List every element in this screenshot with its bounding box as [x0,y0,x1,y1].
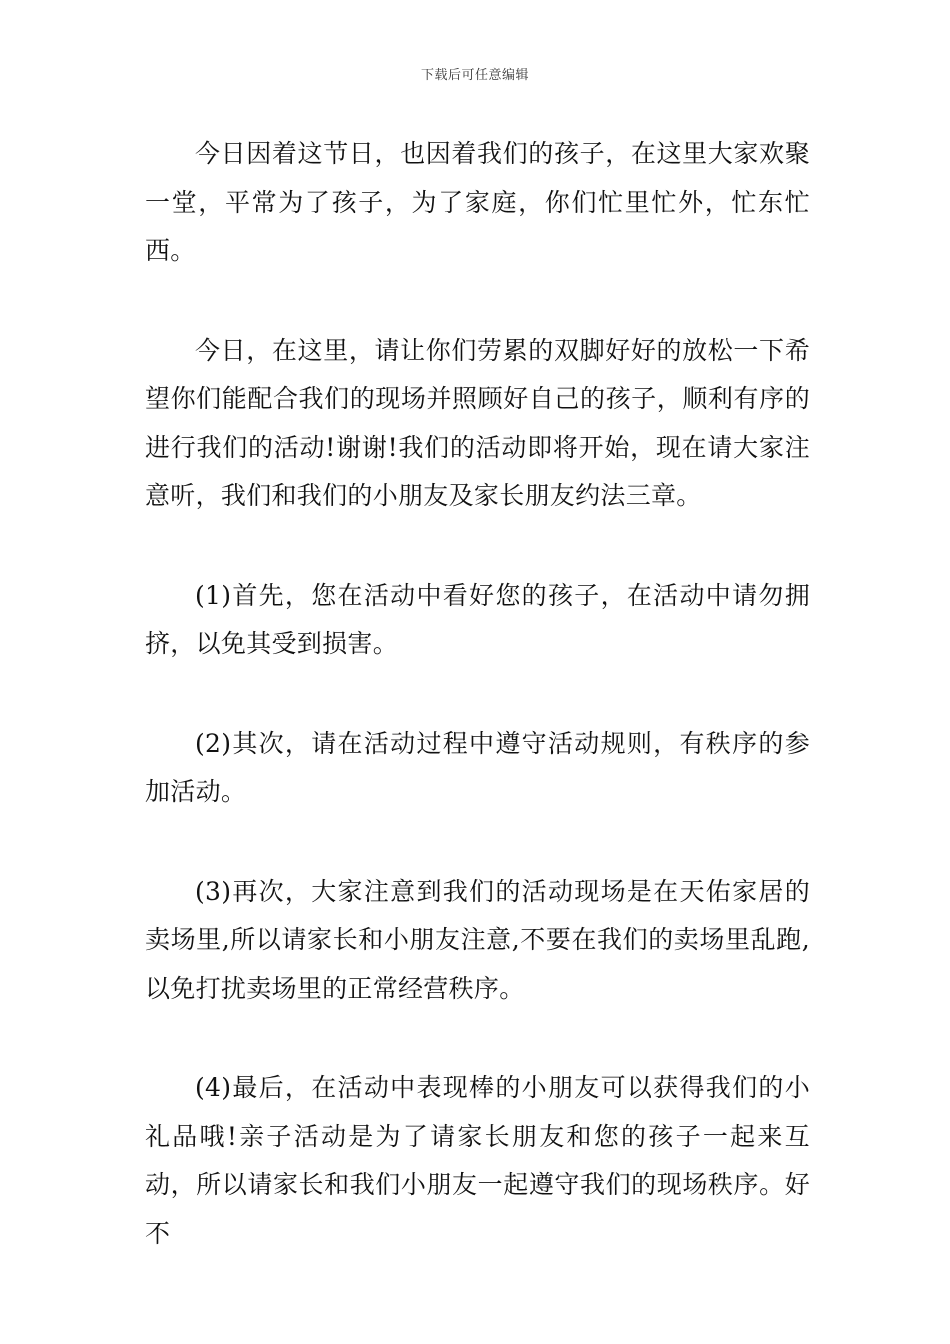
paragraph-intro: 今日因着这节日，也因着我们的孩子，在这里大家欢聚一堂，平常为了孩子，为了家庭，你们忙里忙外，忙东忙西。 [145,139,810,265]
document-body [145,130,810,1309]
paragraph-rule-1: (1)首先，您在活动中看好您的孩子，在活动中请勿拥挤，以免其受到损害。 [145,580,810,658]
paragraph-rule-4: (4)最后，在活动中表现棒的小朋友可以获得我们的小礼品哦!亲子活动是为了请家长朋友和您的孩子一起来互动，所以请家长和我们小朋友一起遵守我们的现场秩序。好不 [145,1073,810,1248]
page-header: 下载后可任意编辑 [420,68,529,83]
paragraph-rule-2: (2)其次，请在活动过程中遵守活动规则，有秩序的参加活动。 [145,728,810,806]
paragraph-welcome: 今日，在这里，请让你们劳累的双脚好好的放松一下希望你们能配合我们的现场并照顾好自己的孩子，顺利有序的进行我们的活动!谢谢!我们的活动即将开始，现在请大家注意听，我们和我们的小朋友及家长朋友约法三章。 [145,335,810,510]
paragraph-rule-3: (3)再次，大家注意到我们的活动现场是在天佑家居的卖场里,所以请家长和小朋友注意,不要在我们的卖场里乱跑,以免打扰卖场里的正常经营秩序。 [145,876,810,1003]
